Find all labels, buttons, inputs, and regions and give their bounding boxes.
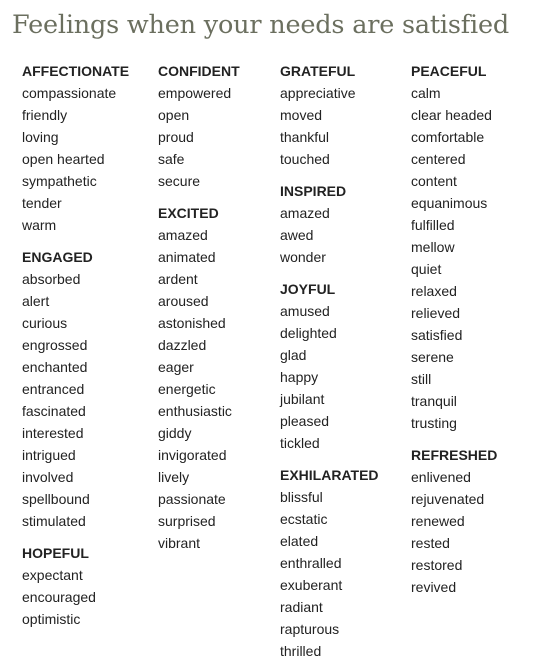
feeling-word-list <box>22 564 129 630</box>
feeling-group-grateful <box>280 60 379 170</box>
feeling-word: exuberant <box>280 577 343 593</box>
feeling-word: clear headed <box>411 107 492 123</box>
feeling-word: warm <box>22 217 57 233</box>
feeling-word: centered <box>411 151 466 167</box>
feeling-word: friendly <box>22 107 68 123</box>
feeling-word: ecstatic <box>280 511 328 527</box>
feeling-word: thankful <box>280 129 330 145</box>
feeling-word: blissful <box>280 489 323 505</box>
feeling-word: pleased <box>280 413 330 429</box>
feeling-word: rapturous <box>280 621 340 637</box>
feeling-word: involved <box>22 469 74 485</box>
group-heading: EXCITED <box>158 205 219 221</box>
feeling-word-list <box>158 82 240 192</box>
feeling-group-refreshed <box>411 444 497 598</box>
feeling-word: lively <box>158 469 190 485</box>
feeling-word: glad <box>280 347 307 363</box>
feeling-group-inspired <box>280 180 379 268</box>
feeling-group-exhilarated <box>280 464 379 662</box>
feeling-word-list <box>158 224 240 554</box>
feeling-word: surprised <box>158 513 216 529</box>
group-heading: HOPEFUL <box>22 545 89 561</box>
feeling-word: optimistic <box>22 611 81 627</box>
feeling-word: jubilant <box>280 391 325 407</box>
feeling-word: relaxed <box>411 283 457 299</box>
feeling-word: encouraged <box>22 589 96 605</box>
feeling-word: expectant <box>22 567 83 583</box>
feeling-word: empowered <box>158 85 232 101</box>
feeling-word: amused <box>280 303 330 319</box>
feeling-word: elated <box>280 533 319 549</box>
feeling-word: sympathetic <box>22 173 97 189</box>
feeling-word: equanimous <box>411 195 488 211</box>
feeling-word: tranquil <box>411 393 457 409</box>
feeling-word: enlivened <box>411 469 471 485</box>
feeling-word: compassionate <box>22 85 117 101</box>
feeling-group-affectionate <box>22 60 129 236</box>
feeling-word: appreciative <box>280 85 356 101</box>
feeling-word: tender <box>22 195 62 211</box>
group-heading: AFFECTIONATE <box>22 63 130 79</box>
group-heading: REFRESHED <box>411 447 498 463</box>
group-heading: JOYFUL <box>280 281 336 297</box>
feeling-word: enthralled <box>280 555 342 571</box>
feeling-word-list <box>280 486 379 662</box>
feeling-word: curious <box>22 315 68 331</box>
feeling-group-peaceful <box>411 60 497 434</box>
feeling-word: comfortable <box>411 129 485 145</box>
feeling-word: serene <box>411 349 454 365</box>
feeling-word: calm <box>411 85 441 101</box>
feeling-word: mellow <box>411 239 455 255</box>
feeling-word: rested <box>411 535 450 551</box>
feeling-word-list <box>280 300 379 454</box>
feeling-word: revived <box>411 579 457 595</box>
feeling-word: satisfied <box>411 327 463 343</box>
page-title: Feelings when your needs are satisfied <box>12 10 509 40</box>
feeling-group-joyful <box>280 278 379 454</box>
feeling-word: alert <box>22 293 50 309</box>
feeling-word: awed <box>280 227 314 243</box>
feeling-word: thrilled <box>280 643 322 659</box>
feeling-word: ardent <box>158 271 198 287</box>
feeling-word: eager <box>158 359 194 375</box>
feeling-word: safe <box>158 151 185 167</box>
feeling-word-list <box>411 466 497 598</box>
feeling-word: passionate <box>158 491 226 507</box>
feeling-word: spellbound <box>22 491 90 507</box>
feeling-word: delighted <box>280 325 337 341</box>
feeling-word: dazzled <box>158 337 207 353</box>
feeling-word: open hearted <box>22 151 105 167</box>
feeling-word-list <box>22 268 129 532</box>
feeling-word: entranced <box>22 381 85 397</box>
feeling-word: proud <box>158 129 194 145</box>
feeling-group-hopeful <box>22 542 129 630</box>
feeling-word: enthusiastic <box>158 403 232 419</box>
feeling-word: wonder <box>280 249 326 265</box>
feeling-word: moved <box>280 107 323 123</box>
feeling-word: intrigued <box>22 447 76 463</box>
feelings-column-2 <box>158 60 240 564</box>
feeling-word: tickled <box>280 435 320 451</box>
feeling-word: trusting <box>411 415 457 431</box>
feelings-column-1 <box>22 60 129 640</box>
feeling-word: quiet <box>411 261 442 277</box>
feeling-group-excited <box>158 202 240 554</box>
group-heading: ENGAGED <box>22 249 93 265</box>
feeling-word-list <box>280 202 379 268</box>
group-heading: EXHILARATED <box>280 467 379 483</box>
feelings-column-3 <box>280 60 379 672</box>
feeling-word: absorbed <box>22 271 81 287</box>
feeling-word: animated <box>158 249 216 265</box>
feelings-column-4 <box>411 60 497 608</box>
feeling-word: amazed <box>158 227 208 243</box>
feeling-word: fascinated <box>22 403 86 419</box>
feeling-word: vibrant <box>158 535 201 551</box>
feeling-word: relieved <box>411 305 461 321</box>
feeling-word: interested <box>22 425 84 441</box>
feeling-word: secure <box>158 173 201 189</box>
group-heading: CONFIDENT <box>158 63 240 79</box>
feeling-word: energetic <box>158 381 216 397</box>
feeling-word: still <box>411 371 432 387</box>
feeling-word-list <box>411 82 497 434</box>
feeling-group-confident <box>158 60 240 192</box>
feeling-word: happy <box>280 369 319 385</box>
feeling-word: aroused <box>158 293 209 309</box>
feeling-word: loving <box>22 129 59 145</box>
feeling-word: touched <box>280 151 330 167</box>
feeling-word: amazed <box>280 205 330 221</box>
feeling-group-engaged <box>22 246 129 532</box>
group-heading: PEACEFUL <box>411 63 487 79</box>
feeling-word: restored <box>411 557 463 573</box>
feeling-word: giddy <box>158 425 192 441</box>
feeling-word: open <box>158 107 190 123</box>
group-heading: INSPIRED <box>280 183 347 199</box>
feeling-word: invigorated <box>158 447 227 463</box>
feeling-word: stimulated <box>22 513 86 529</box>
feeling-word: enchanted <box>22 359 88 375</box>
feeling-word-list <box>280 82 379 170</box>
group-heading: GRATEFUL <box>280 63 356 79</box>
feeling-word: engrossed <box>22 337 88 353</box>
feeling-word: renewed <box>411 513 465 529</box>
feeling-word: radiant <box>280 599 323 615</box>
feeling-word: fulfilled <box>411 217 455 233</box>
feeling-word: content <box>411 173 457 189</box>
feeling-word-list <box>22 82 129 236</box>
feeling-word: astonished <box>158 315 226 331</box>
feeling-word: rejuvenated <box>411 491 485 507</box>
